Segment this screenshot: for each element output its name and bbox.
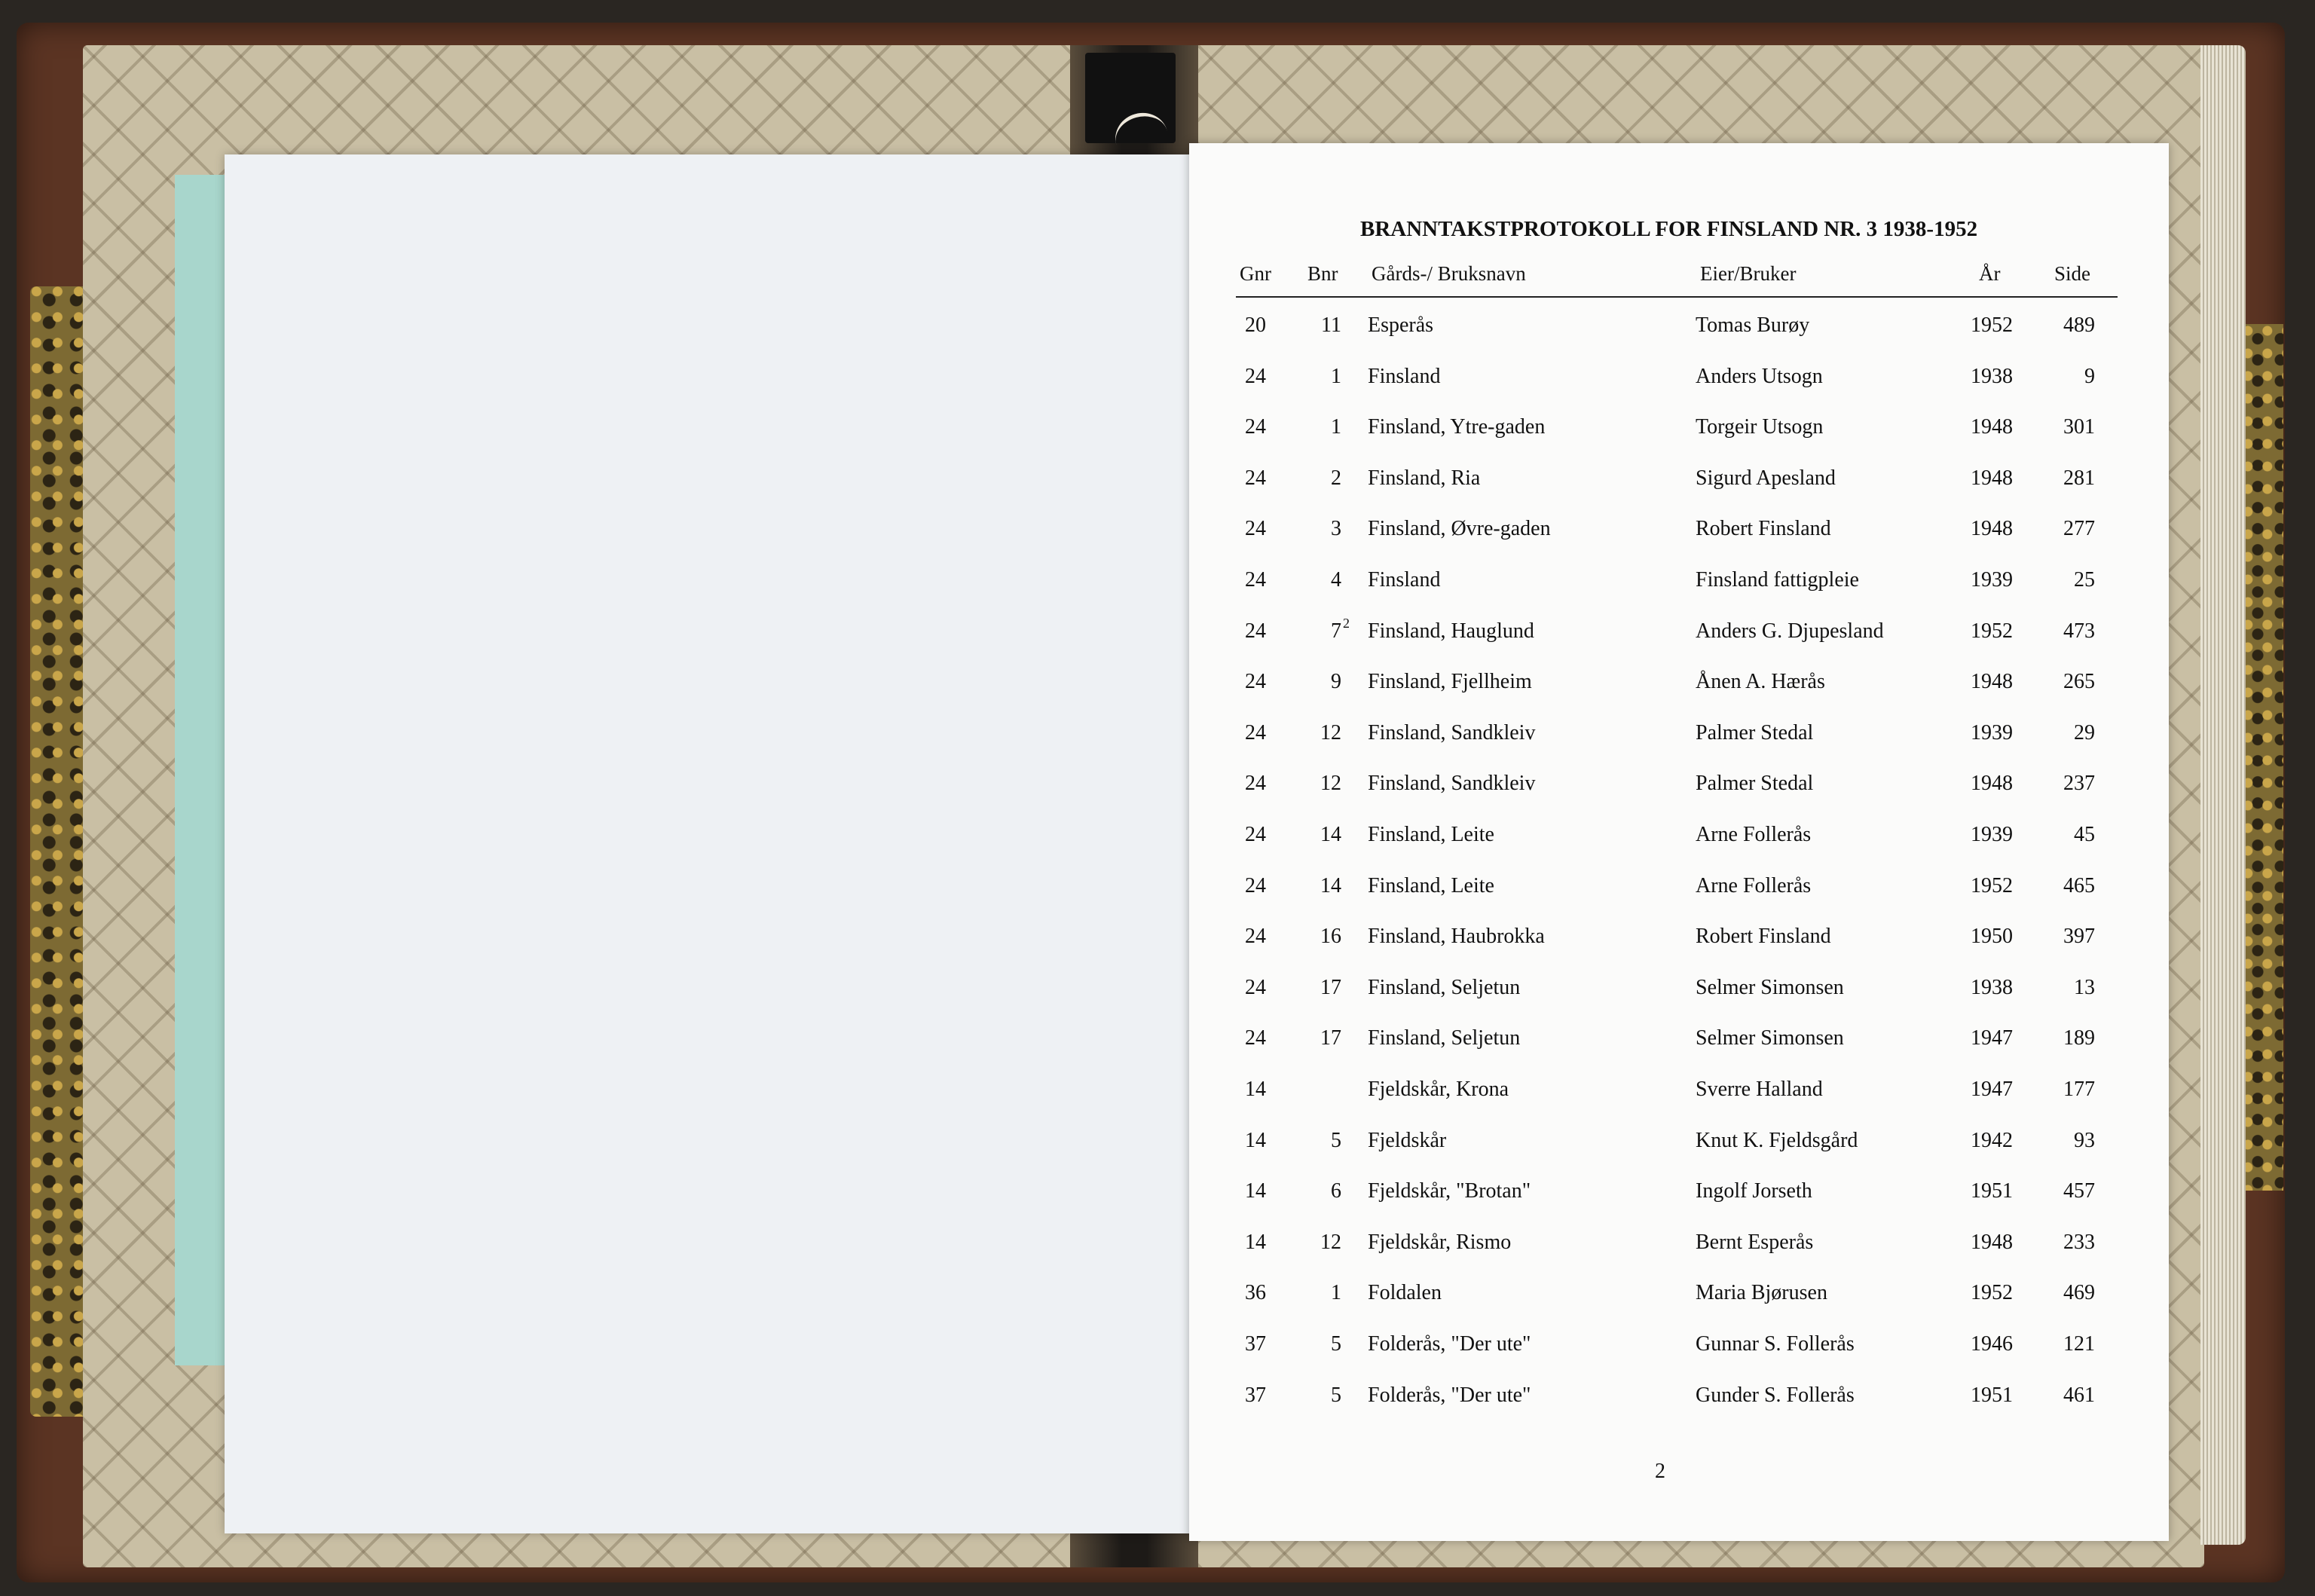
cell-bnr: 17 bbox=[1320, 1026, 1341, 1050]
cell-page: 13 bbox=[2074, 976, 2095, 999]
cell-name: Fjeldskår bbox=[1368, 1129, 1447, 1152]
cell-year: 1948 bbox=[1971, 415, 2013, 439]
cell-name: Finsland, Leite bbox=[1368, 874, 1494, 897]
cell-name: Fjeldskår, Krona bbox=[1368, 1078, 1509, 1101]
cell-owner: Gunnar S. Follerås bbox=[1696, 1332, 1855, 1356]
cell-year: 1948 bbox=[1971, 466, 2013, 490]
cell-owner: Palmer Stedal bbox=[1696, 721, 1814, 744]
cell-name: Finsland, Leite bbox=[1368, 823, 1494, 846]
cell-gnr: 24 bbox=[1245, 415, 1266, 439]
cell-owner: Ånen A. Hærås bbox=[1696, 670, 1825, 693]
cell-page: 93 bbox=[2074, 1129, 2095, 1152]
cell-name: Foldalen bbox=[1368, 1281, 1442, 1304]
cell-gnr: 37 bbox=[1245, 1384, 1266, 1407]
cell-gnr: 24 bbox=[1245, 517, 1266, 540]
marbled-edge-right bbox=[2242, 324, 2283, 1191]
cell-bnr: 12 bbox=[1320, 1231, 1341, 1254]
cell-owner: Maria Bjørusen bbox=[1696, 1281, 1827, 1304]
cell-name: Finsland bbox=[1368, 365, 1441, 388]
cell-owner: Torgeir Utsogn bbox=[1696, 415, 1824, 439]
cell-bnr: 14 bbox=[1320, 823, 1341, 846]
cell-year: 1948 bbox=[1971, 772, 2013, 795]
cell-year: 1952 bbox=[1971, 874, 2013, 897]
cell-page: 469 bbox=[2063, 1281, 2095, 1304]
cell-bnr: 12 bbox=[1320, 772, 1341, 795]
page-edges bbox=[2200, 45, 2246, 1545]
cell-gnr: 24 bbox=[1245, 670, 1266, 693]
column-header-year: År bbox=[1979, 262, 2001, 285]
cell-year: 1952 bbox=[1971, 313, 2013, 337]
cell-year: 1947 bbox=[1971, 1078, 2013, 1101]
cell-page: 29 bbox=[2074, 721, 2095, 744]
cell-page: 45 bbox=[2074, 823, 2095, 846]
cell-gnr: 24 bbox=[1245, 874, 1266, 897]
page-number: 2 bbox=[1655, 1460, 1665, 1483]
cell-year: 1948 bbox=[1971, 670, 2013, 693]
cell-page: 277 bbox=[2063, 517, 2095, 540]
cell-bnr: 2 bbox=[1331, 466, 1341, 490]
cell-name: Finsland, Ria bbox=[1368, 466, 1481, 490]
cell-page: 265 bbox=[2063, 670, 2095, 693]
cell-name: Finsland, Seljetun bbox=[1368, 1026, 1521, 1050]
cell-year: 1950 bbox=[1971, 925, 2013, 948]
cell-name: Folderås, "Der ute" bbox=[1368, 1332, 1531, 1356]
cell-year: 1951 bbox=[1971, 1179, 2013, 1203]
cell-gnr: 24 bbox=[1245, 619, 1266, 643]
cell-page: 25 bbox=[2074, 568, 2095, 592]
cell-gnr: 24 bbox=[1245, 976, 1266, 999]
cell-page: 397 bbox=[2063, 925, 2095, 948]
cell-owner: Finsland fattigpleie bbox=[1696, 568, 1859, 592]
cell-bnr: 16 bbox=[1320, 925, 1341, 948]
cell-gnr: 24 bbox=[1245, 772, 1266, 795]
cell-name: Finsland, Seljetun bbox=[1368, 976, 1521, 999]
cell-gnr: 24 bbox=[1245, 823, 1266, 846]
cell-bnr: 5 bbox=[1331, 1332, 1341, 1356]
cell-page: 465 bbox=[2063, 874, 2095, 897]
cell-bnr: 1 bbox=[1331, 415, 1341, 439]
cell-owner: Gunder S. Follerås bbox=[1696, 1384, 1855, 1407]
page-title: BRANNTAKSTPROTOKOLL FOR FINSLAND NR. 3 1938-1952 bbox=[1360, 217, 1978, 241]
cell-owner: Selmer Simonsen bbox=[1696, 976, 1844, 999]
cell-year: 1947 bbox=[1971, 1026, 2013, 1050]
blank-leaf-left bbox=[225, 154, 1191, 1533]
cell-year: 1938 bbox=[1971, 365, 2013, 388]
cell-name: Esperås bbox=[1368, 313, 1434, 337]
cell-page: 9 bbox=[2084, 365, 2095, 388]
cell-gnr: 36 bbox=[1245, 1281, 1266, 1304]
cell-gnr: 24 bbox=[1245, 568, 1266, 592]
cell-gnr: 24 bbox=[1245, 721, 1266, 744]
cell-year: 1939 bbox=[1971, 568, 2013, 592]
cell-page: 457 bbox=[2063, 1179, 2095, 1203]
cell-page: 461 bbox=[2063, 1384, 2095, 1407]
cell-year: 1938 bbox=[1971, 976, 2013, 999]
cell-gnr: 24 bbox=[1245, 925, 1266, 948]
cell-owner: Arne Follerås bbox=[1696, 874, 1812, 897]
cell-year: 1939 bbox=[1971, 823, 2013, 846]
cell-bnr-superscript: 2 bbox=[1343, 616, 1350, 631]
cell-name: Fjeldskår, Rismo bbox=[1368, 1231, 1512, 1254]
cell-name: Finsland, Haubrokka bbox=[1368, 925, 1545, 948]
column-header-owner: Eier/Bruker bbox=[1700, 262, 1797, 285]
cell-year: 1948 bbox=[1971, 517, 2013, 540]
cell-page: 237 bbox=[2063, 772, 2095, 795]
cell-owner: Arne Follerås bbox=[1696, 823, 1812, 846]
cell-page: 121 bbox=[2063, 1332, 2095, 1356]
header-rule bbox=[1236, 296, 2118, 298]
column-header-gnr: Gnr bbox=[1240, 262, 1271, 285]
cell-year: 1952 bbox=[1971, 1281, 2013, 1304]
cell-bnr: 7 bbox=[1331, 619, 1341, 643]
cell-year: 1942 bbox=[1971, 1129, 2013, 1152]
cell-owner: Tomas Burøy bbox=[1696, 313, 1810, 337]
cell-gnr: 37 bbox=[1245, 1332, 1266, 1356]
cell-year: 1946 bbox=[1971, 1332, 2013, 1356]
cell-name: Finsland, Sandkleiv bbox=[1368, 721, 1536, 744]
cell-bnr: 11 bbox=[1321, 313, 1341, 337]
cell-year: 1939 bbox=[1971, 721, 2013, 744]
cell-bnr: 17 bbox=[1320, 976, 1341, 999]
cell-name: Finsland bbox=[1368, 568, 1441, 592]
cell-owner: Palmer Stedal bbox=[1696, 772, 1814, 795]
cell-name: Folderås, "Der ute" bbox=[1368, 1384, 1531, 1407]
cell-gnr: 14 bbox=[1245, 1129, 1266, 1152]
cell-owner: Selmer Simonsen bbox=[1696, 1026, 1844, 1050]
cell-gnr: 24 bbox=[1245, 466, 1266, 490]
cell-year: 1952 bbox=[1971, 619, 2013, 643]
cell-owner: Bernt Esperås bbox=[1696, 1231, 1814, 1254]
cell-page: 489 bbox=[2063, 313, 2095, 337]
cell-page: 177 bbox=[2063, 1078, 2095, 1101]
cell-name: Finsland, Sandkleiv bbox=[1368, 772, 1536, 795]
cell-page: 301 bbox=[2063, 415, 2095, 439]
cell-page: 233 bbox=[2063, 1231, 2095, 1254]
cell-gnr: 20 bbox=[1245, 313, 1266, 337]
cell-bnr: 12 bbox=[1320, 721, 1341, 744]
cell-gnr: 14 bbox=[1245, 1179, 1266, 1203]
cell-owner: Sigurd Apesland bbox=[1696, 466, 1836, 490]
cell-page: 473 bbox=[2063, 619, 2095, 643]
cell-year: 1951 bbox=[1971, 1384, 2013, 1407]
cell-page: 189 bbox=[2063, 1026, 2095, 1050]
column-header-bnr: Bnr bbox=[1307, 262, 1338, 285]
cell-bnr: 3 bbox=[1331, 517, 1341, 540]
column-header-page: Side bbox=[2054, 262, 2091, 285]
cell-gnr: 14 bbox=[1245, 1231, 1266, 1254]
cell-bnr: 14 bbox=[1320, 874, 1341, 897]
cell-year: 1948 bbox=[1971, 1231, 2013, 1254]
cell-gnr: 24 bbox=[1245, 1026, 1266, 1050]
cell-name: Finsland, Ytre-gaden bbox=[1368, 415, 1546, 439]
cell-gnr: 24 bbox=[1245, 365, 1266, 388]
cell-owner: Anders Utsogn bbox=[1696, 365, 1823, 388]
cell-bnr: 5 bbox=[1331, 1384, 1341, 1407]
cell-owner: Sverre Halland bbox=[1696, 1078, 1823, 1101]
cell-name: Fjeldskår, "Brotan" bbox=[1368, 1179, 1531, 1203]
cell-owner: Ingolf Jorseth bbox=[1696, 1179, 1812, 1203]
cell-bnr: 9 bbox=[1331, 670, 1341, 693]
column-header-name: Gårds-/ Bruksnavn bbox=[1372, 262, 1526, 285]
tab-strip bbox=[175, 175, 228, 1365]
cell-owner: Knut K. Fjeldsgård bbox=[1696, 1129, 1858, 1152]
cell-page: 281 bbox=[2063, 466, 2095, 490]
cell-name: Finsland, Fjellheim bbox=[1368, 670, 1532, 693]
cell-bnr: 1 bbox=[1331, 1281, 1341, 1304]
cell-owner: Robert Finsland bbox=[1696, 925, 1831, 948]
cell-name: Finsland, Øvre-gaden bbox=[1368, 517, 1551, 540]
cell-gnr: 14 bbox=[1245, 1078, 1266, 1101]
cell-bnr: 5 bbox=[1331, 1129, 1341, 1152]
cell-bnr: 4 bbox=[1331, 568, 1341, 592]
cell-bnr: 6 bbox=[1331, 1179, 1341, 1203]
cell-owner: Robert Finsland bbox=[1696, 517, 1831, 540]
cell-name: Finsland, Hauglund bbox=[1368, 619, 1534, 643]
cell-owner: Anders G. Djupesland bbox=[1696, 619, 1884, 643]
cell-bnr: 1 bbox=[1331, 365, 1341, 388]
